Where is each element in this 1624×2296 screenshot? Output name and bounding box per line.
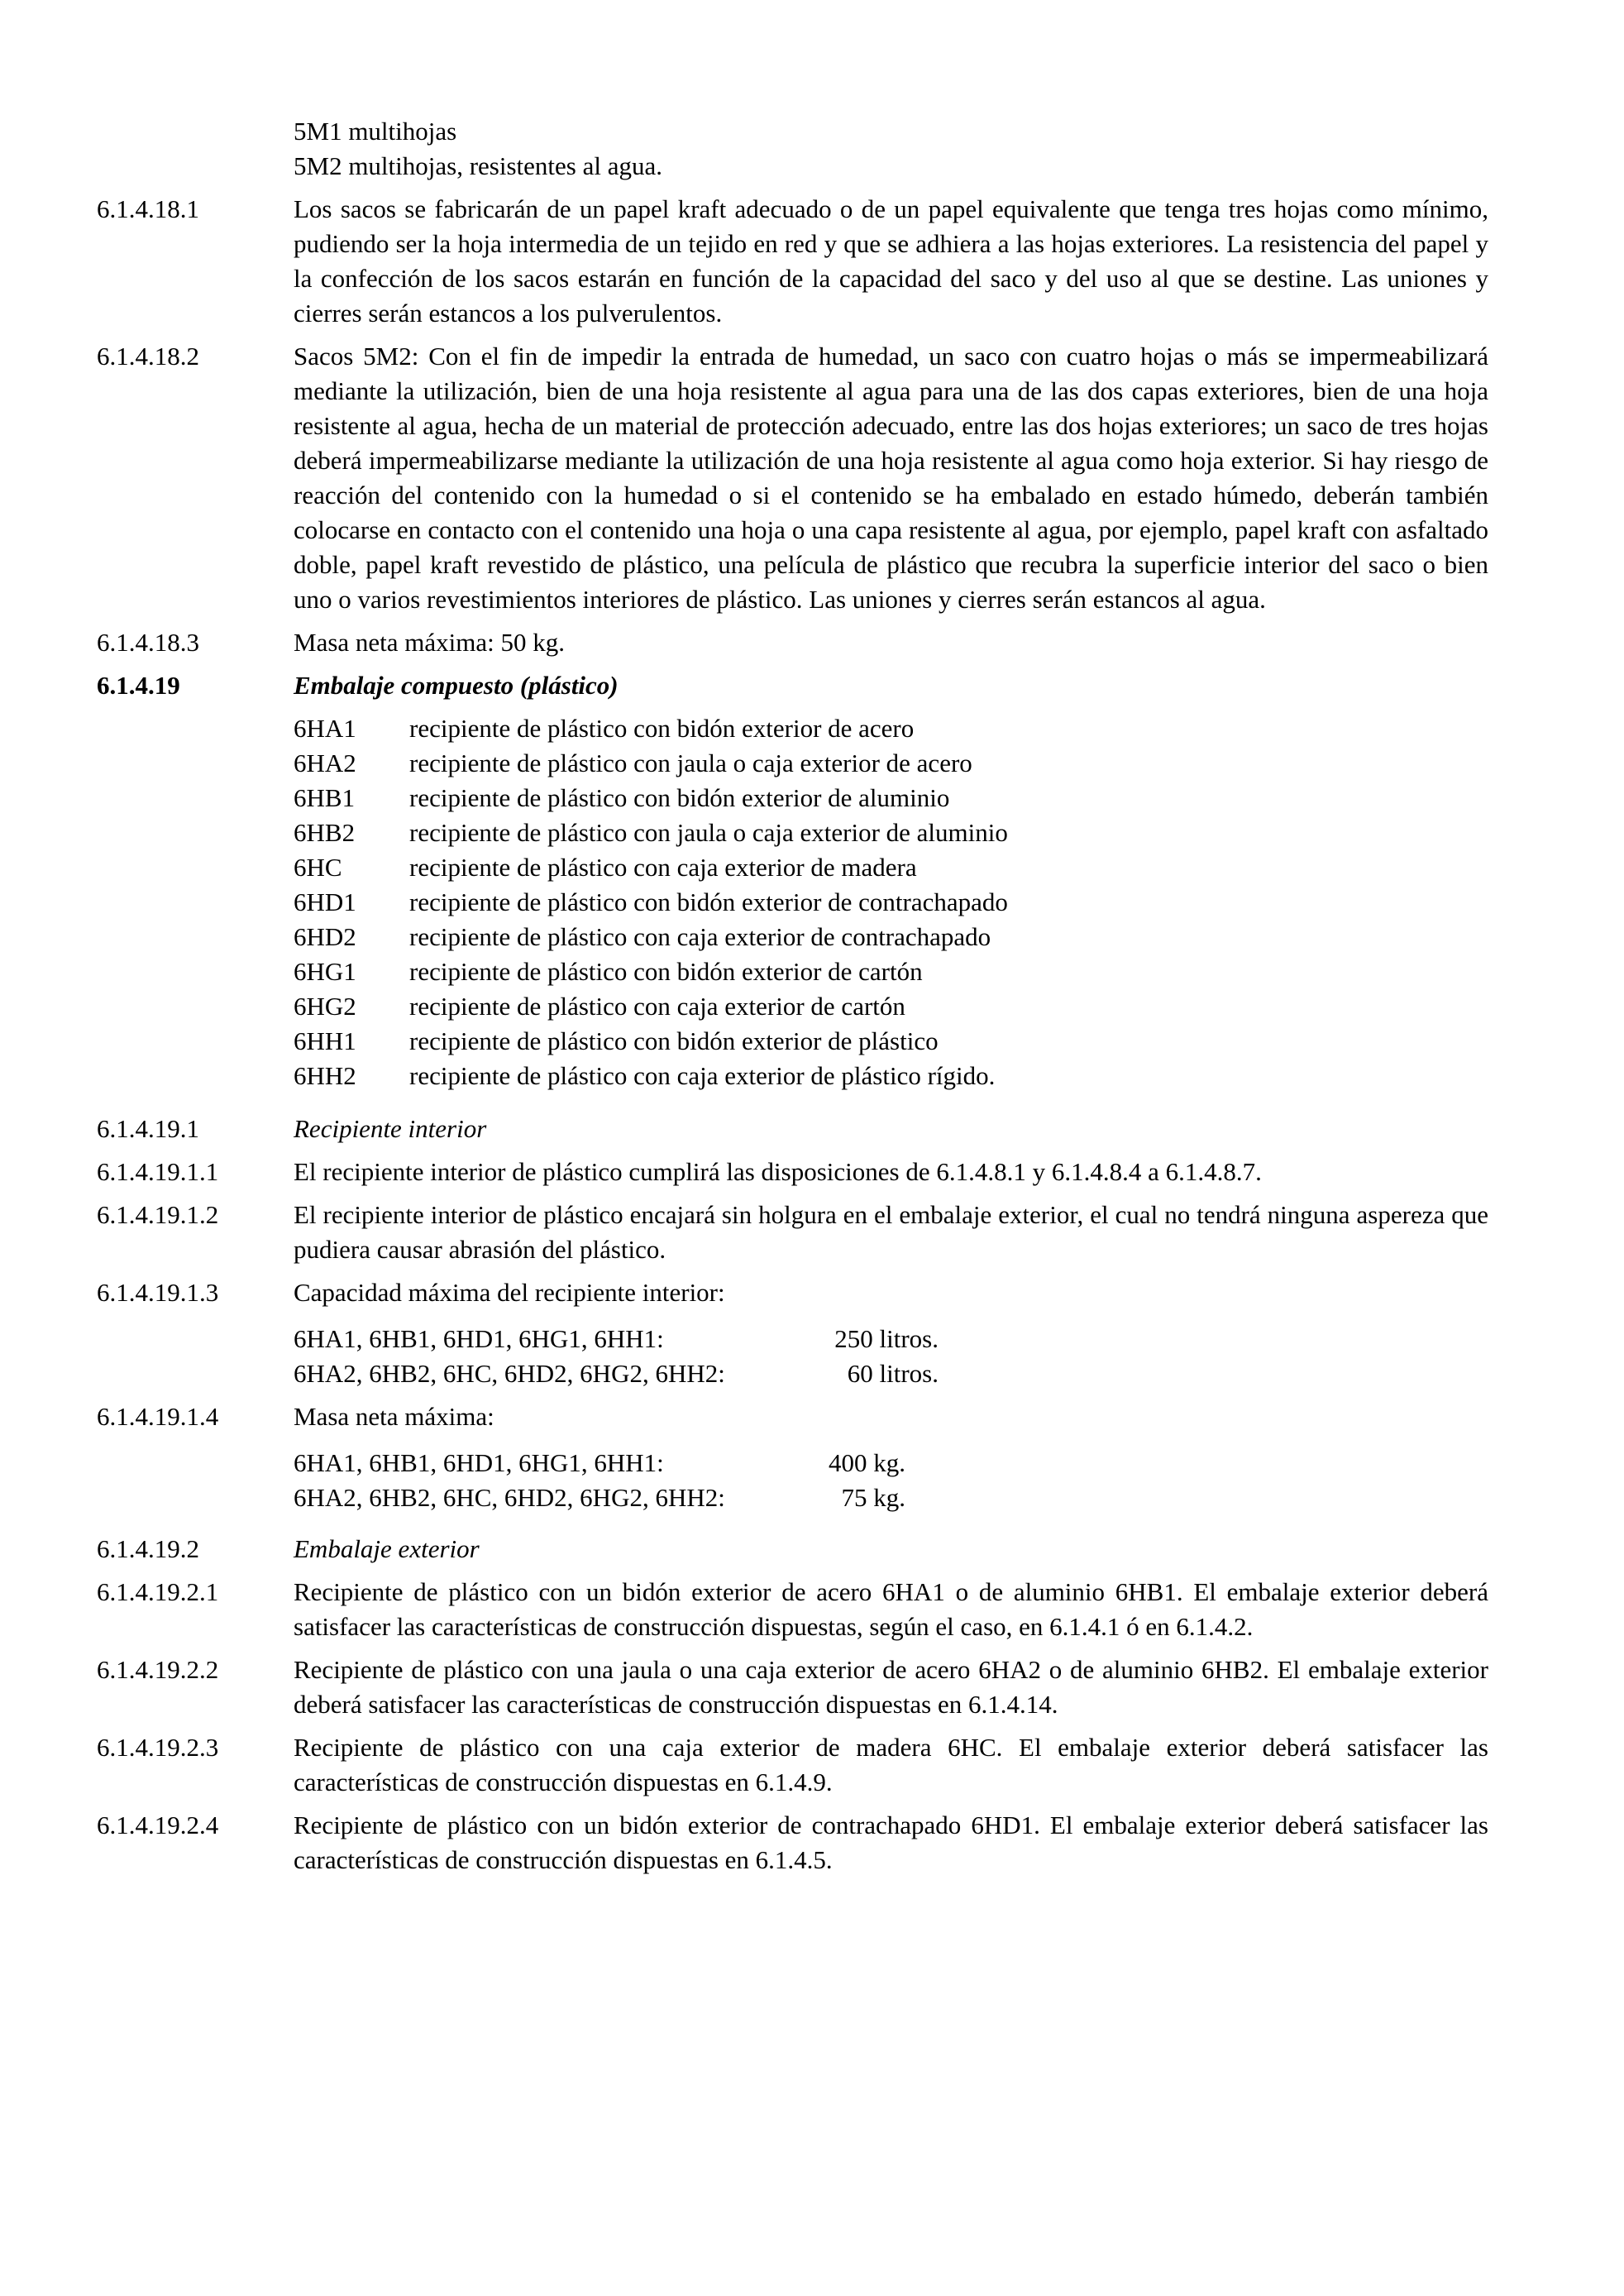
code-description: recipiente de plástico con caja exterior de plástico rígido. <box>409 1061 996 1090</box>
code-list-item <box>294 920 1488 954</box>
section-6-1-4-19-1-3 <box>97 1275 1488 1391</box>
code-list-item <box>294 781 1488 816</box>
section-number: 6.1.4.19.2.1 <box>97 1577 219 1606</box>
code-list-item <box>294 746 1488 781</box>
section-number: 6.1.4.18.2 <box>97 342 199 371</box>
capacity-value: 250 litros. <box>834 1324 939 1353</box>
section-text: Recipiente de plástico con una caja exterior de madera 6HC. El embalaje exterior deberá satisfacer las características de construcción dispuestas en 6.1.4.9. <box>294 1733 1488 1796</box>
intro-block <box>97 114 1488 184</box>
section-number: 6.1.4.19.2 <box>97 1534 199 1563</box>
section-6-1-4-19-2-3 <box>97 1730 1488 1800</box>
mass-codes: 6HA2, 6HB2, 6HC, 6HD2, 6HG2, 6HH2: <box>294 1483 725 1512</box>
document-page <box>97 114 1488 1877</box>
mass-value: 75 kg. <box>841 1483 905 1512</box>
section-number: 6.1.4.19.1.1 <box>97 1157 219 1186</box>
section-text: El recipiente interior de plástico encajará sin holgura en el embalaje exterior, el cual no tendrá ninguna aspereza que pudiera causar abrasión del plástico. <box>294 1200 1488 1264</box>
code: 6HA2 <box>294 749 356 777</box>
code: 6HB2 <box>294 818 356 847</box>
code-list-item <box>294 954 1488 989</box>
code-list-item <box>294 816 1488 850</box>
section-text: Los sacos se fabricarán de un papel kraft adecuado o de un papel equivalente que tenga tres hojas como mínimo, pudiendo ser la hoja intermedia de un tejido en red y que se adhiera a las hojas exteriores. La resistencia del papel y la confección de los sacos estarán en función de la capacidad del saco y del uso al que se destine. Las uniones y cierres serán estancos a los pulverulentos. <box>294 194 1488 328</box>
code-list-item <box>294 711 1488 746</box>
section-number: 6.1.4.19.2.2 <box>97 1655 219 1684</box>
code-description: recipiente de plástico con jaula o caja exterior de acero <box>409 749 972 777</box>
section-number: 6.1.4.19.2.4 <box>97 1810 219 1839</box>
section-text: Capacidad máxima del recipiente interior: <box>294 1278 725 1307</box>
code-list-item <box>294 989 1488 1024</box>
section-6-1-4-18-1 <box>97 192 1488 331</box>
section-text: Masa neta máxima: <box>294 1402 494 1431</box>
section-number: 6.1.4.18.3 <box>97 628 199 657</box>
section-6-1-4-19-2-2 <box>97 1653 1488 1722</box>
code: 6HD1 <box>294 887 356 916</box>
section-text: Recipiente de plástico con un bidón exterior de acero 6HA1 o de aluminio 6HB1. El embalaje exterior deberá satisfacer las características de construcción dispuestas, según el caso, en 6.1.4.1 ó en 6.1.4.2. <box>294 1577 1488 1641</box>
capacity-codes: 6HA1, 6HB1, 6HD1, 6HG1, 6HH1: <box>294 1324 664 1353</box>
section-6-1-4-19-1 <box>97 1112 1488 1146</box>
code-list <box>97 711 1488 1093</box>
section-6-1-4-19-1-1 <box>97 1155 1488 1189</box>
intro-line: 5M1 multihojas <box>294 117 457 146</box>
section-number: 6.1.4.18.1 <box>97 194 199 223</box>
code-description: recipiente de plástico con bidón exterior de cartón <box>409 957 923 986</box>
code: 6HG2 <box>294 992 356 1021</box>
section-6-1-4-19-1-4 <box>97 1399 1488 1515</box>
code: 6HB1 <box>294 783 356 812</box>
section-6-1-4-19 <box>97 668 1488 703</box>
section-6-1-4-19-2 <box>97 1532 1488 1567</box>
intro-line: 5M2 multihojas, resistentes al agua. <box>294 151 662 180</box>
section-6-1-4-19-2-1 <box>97 1575 1488 1644</box>
capacity-row <box>294 1356 1488 1391</box>
section-6-1-4-18-3 <box>97 625 1488 660</box>
mass-row <box>294 1446 1488 1480</box>
code-description: recipiente de plástico con bidón exterior de aluminio <box>409 783 950 812</box>
capacity-value: 60 litros. <box>847 1359 939 1388</box>
mass-value: 400 kg. <box>829 1448 905 1477</box>
code-description: recipiente de plástico con caja exterior de cartón <box>409 992 905 1021</box>
capacity-table <box>294 1322 1488 1391</box>
code-description: recipiente de plástico con caja exterior de contrachapado <box>409 922 991 951</box>
section-heading: Embalaje compuesto (plástico) <box>294 671 619 700</box>
mass-row <box>294 1480 1488 1515</box>
section-number: 6.1.4.19.2.3 <box>97 1733 219 1762</box>
section-text: Recipiente de plástico con una jaula o una caja exterior de acero 6HA2 o de aluminio 6HB2. El embalaje exterior deberá satisfacer las características de construcción dispuestas en 6.1.4.14. <box>294 1655 1488 1719</box>
section-number: 6.1.4.19.1.4 <box>97 1402 219 1431</box>
code: 6HH2 <box>294 1061 356 1090</box>
code-list-item <box>294 1024 1488 1059</box>
section-number: 6.1.4.19.1.3 <box>97 1278 219 1307</box>
code-list-item <box>294 850 1488 885</box>
code: 6HG1 <box>294 957 356 986</box>
section-text: Recipiente de plástico con un bidón exterior de contrachapado 6HD1. El embalaje exterior deberá satisfacer las características de construcción dispuestas en 6.1.4.5. <box>294 1810 1488 1874</box>
code-description: recipiente de plástico con bidón exterior de acero <box>409 714 915 743</box>
section-heading: Embalaje exterior <box>294 1534 480 1563</box>
section-text: Sacos 5M2: Con el fin de impedir la entrada de humedad, un saco con cuatro hojas o más se impermeabilizará mediante la utilización, bien de una hoja resistente al agua para una de las dos capas exteriores, bien de una hoja resistente al agua, hecha de un material de protección adecuado, entre las dos hojas exteriores; un saco de tres hojas deberá impermeabilizarse mediante la utilización de una hoja resistente al agua como hoja exterior. Si hay riesgo de reacción del contenido con la humedad o si el contenido se ha embalado en estado húmedo, deberán también colocarse en contacto con el contenido una hoja o una capa resistente al agua, por ejemplo, papel kraft con asfaltado doble, papel kraft revestido de plástico, una película de plástico que recubra la superficie interior del saco o bien uno o varios revestimientos interiores de plástico. Las uniones y cierres serán estancos al agua. <box>294 342 1488 614</box>
capacity-row <box>294 1322 1488 1356</box>
code-list-item <box>294 885 1488 920</box>
code: 6HA1 <box>294 714 356 743</box>
code: 6HC <box>294 853 342 882</box>
section-number: 6.1.4.19.1.2 <box>97 1200 219 1229</box>
section-6-1-4-19-2-4 <box>97 1808 1488 1877</box>
section-text: Masa neta máxima: 50 kg. <box>294 628 565 657</box>
mass-codes: 6HA1, 6HB1, 6HD1, 6HG1, 6HH1: <box>294 1448 664 1477</box>
section-number: 6.1.4.19.1 <box>97 1114 199 1143</box>
section-text: El recipiente interior de plástico cumplirá las disposiciones de 6.1.4.8.1 y 6.1.4.8.4 a 6.1.4.8.7. <box>294 1157 1262 1186</box>
code-description: recipiente de plástico con jaula o caja exterior de aluminio <box>409 818 1008 847</box>
code-description: recipiente de plástico con bidón exterior de plástico <box>409 1026 939 1055</box>
mass-table <box>294 1446 1488 1515</box>
code: 6HD2 <box>294 922 356 951</box>
section-heading: Recipiente interior <box>294 1114 487 1143</box>
capacity-codes: 6HA2, 6HB2, 6HC, 6HD2, 6HG2, 6HH2: <box>294 1359 725 1388</box>
code-description: recipiente de plástico con caja exterior de madera <box>409 853 917 882</box>
section-6-1-4-19-1-2 <box>97 1198 1488 1267</box>
section-number: 6.1.4.19 <box>97 671 180 700</box>
code-description: recipiente de plástico con bidón exterior de contrachapado <box>409 887 1008 916</box>
code: 6HH1 <box>294 1026 356 1055</box>
section-6-1-4-18-2 <box>97 339 1488 617</box>
code-list-item <box>294 1059 1488 1093</box>
